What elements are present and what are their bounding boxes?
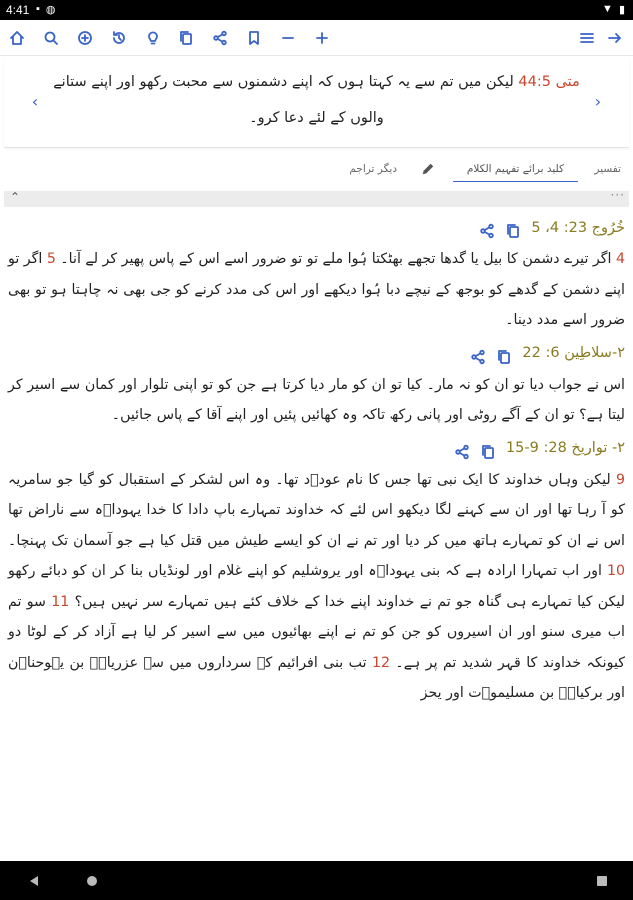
battery-icon: ▮: [618, 4, 625, 16]
verse-reference[interactable]: متی 44:5: [518, 74, 580, 90]
previous-verse-icon[interactable]: ‹: [31, 92, 39, 111]
status-time: 4:41: [6, 3, 30, 17]
verse-panel: [4, 58, 629, 148]
bookmark-icon[interactable]: [242, 26, 266, 50]
copy-icon[interactable]: [496, 346, 512, 362]
verse-number: 9: [615, 471, 625, 488]
verse-number: 12: [371, 654, 391, 671]
tab-tafsir[interactable]: تفسیر: [594, 163, 621, 175]
share-icon[interactable]: [479, 220, 495, 236]
verse-number: 4: [615, 251, 625, 267]
cross-reference-label[interactable]: خُرُوج 23: 4، 5: [531, 219, 625, 236]
zoom-out-icon[interactable]: [276, 26, 300, 50]
tab-other-translations[interactable]: دیگر تراجم: [349, 163, 397, 175]
verse-segment: سو تم اب میری سنو اور ان اسیروں کو جن کو تم نے اپنے بھائیوں میں سے اسیر کر لیا ہے آزاد کر کے لوٹا دو کیونکہ خداوند کا قہر شدید تم پر ہے۔: [8, 593, 625, 671]
verse-segment: تب بنی افرائیم کے سرداروں میں سے عزریاؔہ بن یہوحناؔن اور برکیاؔہ بن مسلیموؔت اور یحز: [8, 654, 625, 701]
cross-reference-text: [8, 465, 625, 709]
recents-nav-icon[interactable]: [592, 871, 612, 891]
verse-text: [40, 64, 593, 136]
system-navigation-bar: [0, 861, 633, 900]
verse-segment: اگر تیرے دشمن کا بیل یا گدھا تجھے بھٹکتا ہُوا ملے تو تو ضرور اسے اس کے پاس پھیر کر لے آنا۔: [55, 251, 616, 267]
copy-icon[interactable]: [480, 441, 496, 457]
verse-segment: اور اب تمہارا ارادہ ہے کہ بنی یہوداؔہ اور یروشلیم کو اپنے غلام اور لونڈیاں بنا کر ان کو دبائے رکھو لیکن کیا تمہارے ہی گناہ جو تم نے خداوند اپنے خدا کے خلاف کئے ہیں تمہارے سر نہیں ہیں؟: [8, 563, 625, 610]
toolbar: [0, 20, 633, 56]
cross-reference-text: [8, 244, 625, 336]
copy-icon[interactable]: [505, 220, 521, 236]
verse-segment: اس نے جواب دیا تو ان کو نہ مار۔ کیا تو ان کو مار دیا کرتا ہے جن کو تو اپنی تلوار اور کمان سے اسیر کر لیتا ہے؟ تو ان کے آگے روٹی اور پانی رکھ تاکہ وہ کھائیں پئیں اور اپنے آقا کے پاس جائیں۔: [8, 376, 625, 423]
search-icon[interactable]: [39, 26, 63, 50]
cross-reference-label[interactable]: ۲-سلاطِین 6: 22: [522, 345, 625, 362]
status-bar: [0, 0, 633, 20]
cross-reference-list: [8, 212, 625, 711]
home-nav-icon[interactable]: [82, 871, 102, 891]
share-icon[interactable]: [470, 346, 486, 362]
verse-body: لیکن میں تم سے یہ کہتا ہوں کہ اپنے دشمنوں سے محبت رکھو اور اپنے ستانے والوں کے لئے دعا کرو۔: [53, 74, 519, 126]
forward-arrow-icon[interactable]: [603, 26, 627, 50]
zoom-in-icon[interactable]: [310, 26, 334, 50]
compare-icon[interactable]: [73, 26, 97, 50]
copy-icon[interactable]: [174, 26, 198, 50]
verse-segment: اگر تو اپنے دشمن کے گدھے کو بوجھ کے نیچے دبا ہُوا دیکھے اور اس کی مدد کرنے کو جی بھی نہ چاہتا ہو تو بھی ضرور اسے مدد دینا۔: [8, 251, 625, 328]
verse-number: 5: [46, 251, 56, 267]
menu-icon[interactable]: [575, 26, 599, 50]
collapse-bar: [4, 188, 629, 207]
more-dots-icon[interactable]: ···: [610, 188, 625, 202]
cross-reference-header: [8, 433, 625, 465]
commentary-tabs: [0, 150, 633, 186]
share-icon[interactable]: [208, 26, 232, 50]
next-verse-icon[interactable]: ›: [594, 92, 602, 111]
cross-reference-label[interactable]: ۲- تواریخ 28: 9-15: [505, 440, 625, 457]
home-icon[interactable]: [5, 26, 29, 50]
verse-segment: لیکن وہاں خداوند کا ایک نبی تھا جس کا نام عودؔد تھا۔ وہ اس لشکر کے استقبال کو گیا جو سامریہ کو آ رہا تھا اور ان سے کہنے لگا دیکھو اس لئے کہ خداوند تمہارے باپ دادا کا خدا یہوداؔہ سے ناراض تھا اس نے ان کو تمہارے ہاتھ میں کر دیا اور تم نے ان کو ایسے طیش میں قتل کیا ہے جو آسمان تک پہنچا۔: [8, 471, 625, 549]
history-icon[interactable]: [107, 26, 131, 50]
wifi-icon: ▼: [602, 3, 613, 15]
verse-number: 10: [606, 563, 625, 579]
cross-reference-text: [8, 370, 625, 431]
verse-number: 11: [51, 593, 70, 610]
collapse-chevron-icon[interactable]: ⌃: [10, 190, 21, 204]
cross-reference-header: [8, 338, 625, 370]
pencil-icon[interactable]: [421, 161, 435, 175]
sync-icon: ◍: [45, 4, 56, 16]
back-nav-icon[interactable]: [24, 871, 44, 891]
tab-key-verses[interactable]: کلید برائے تفہیم الکلام: [453, 156, 578, 182]
share-icon[interactable]: [454, 441, 470, 457]
notification-icon: ▪: [36, 3, 40, 15]
cross-reference-header: [8, 212, 625, 244]
lightbulb-icon[interactable]: [141, 26, 165, 50]
